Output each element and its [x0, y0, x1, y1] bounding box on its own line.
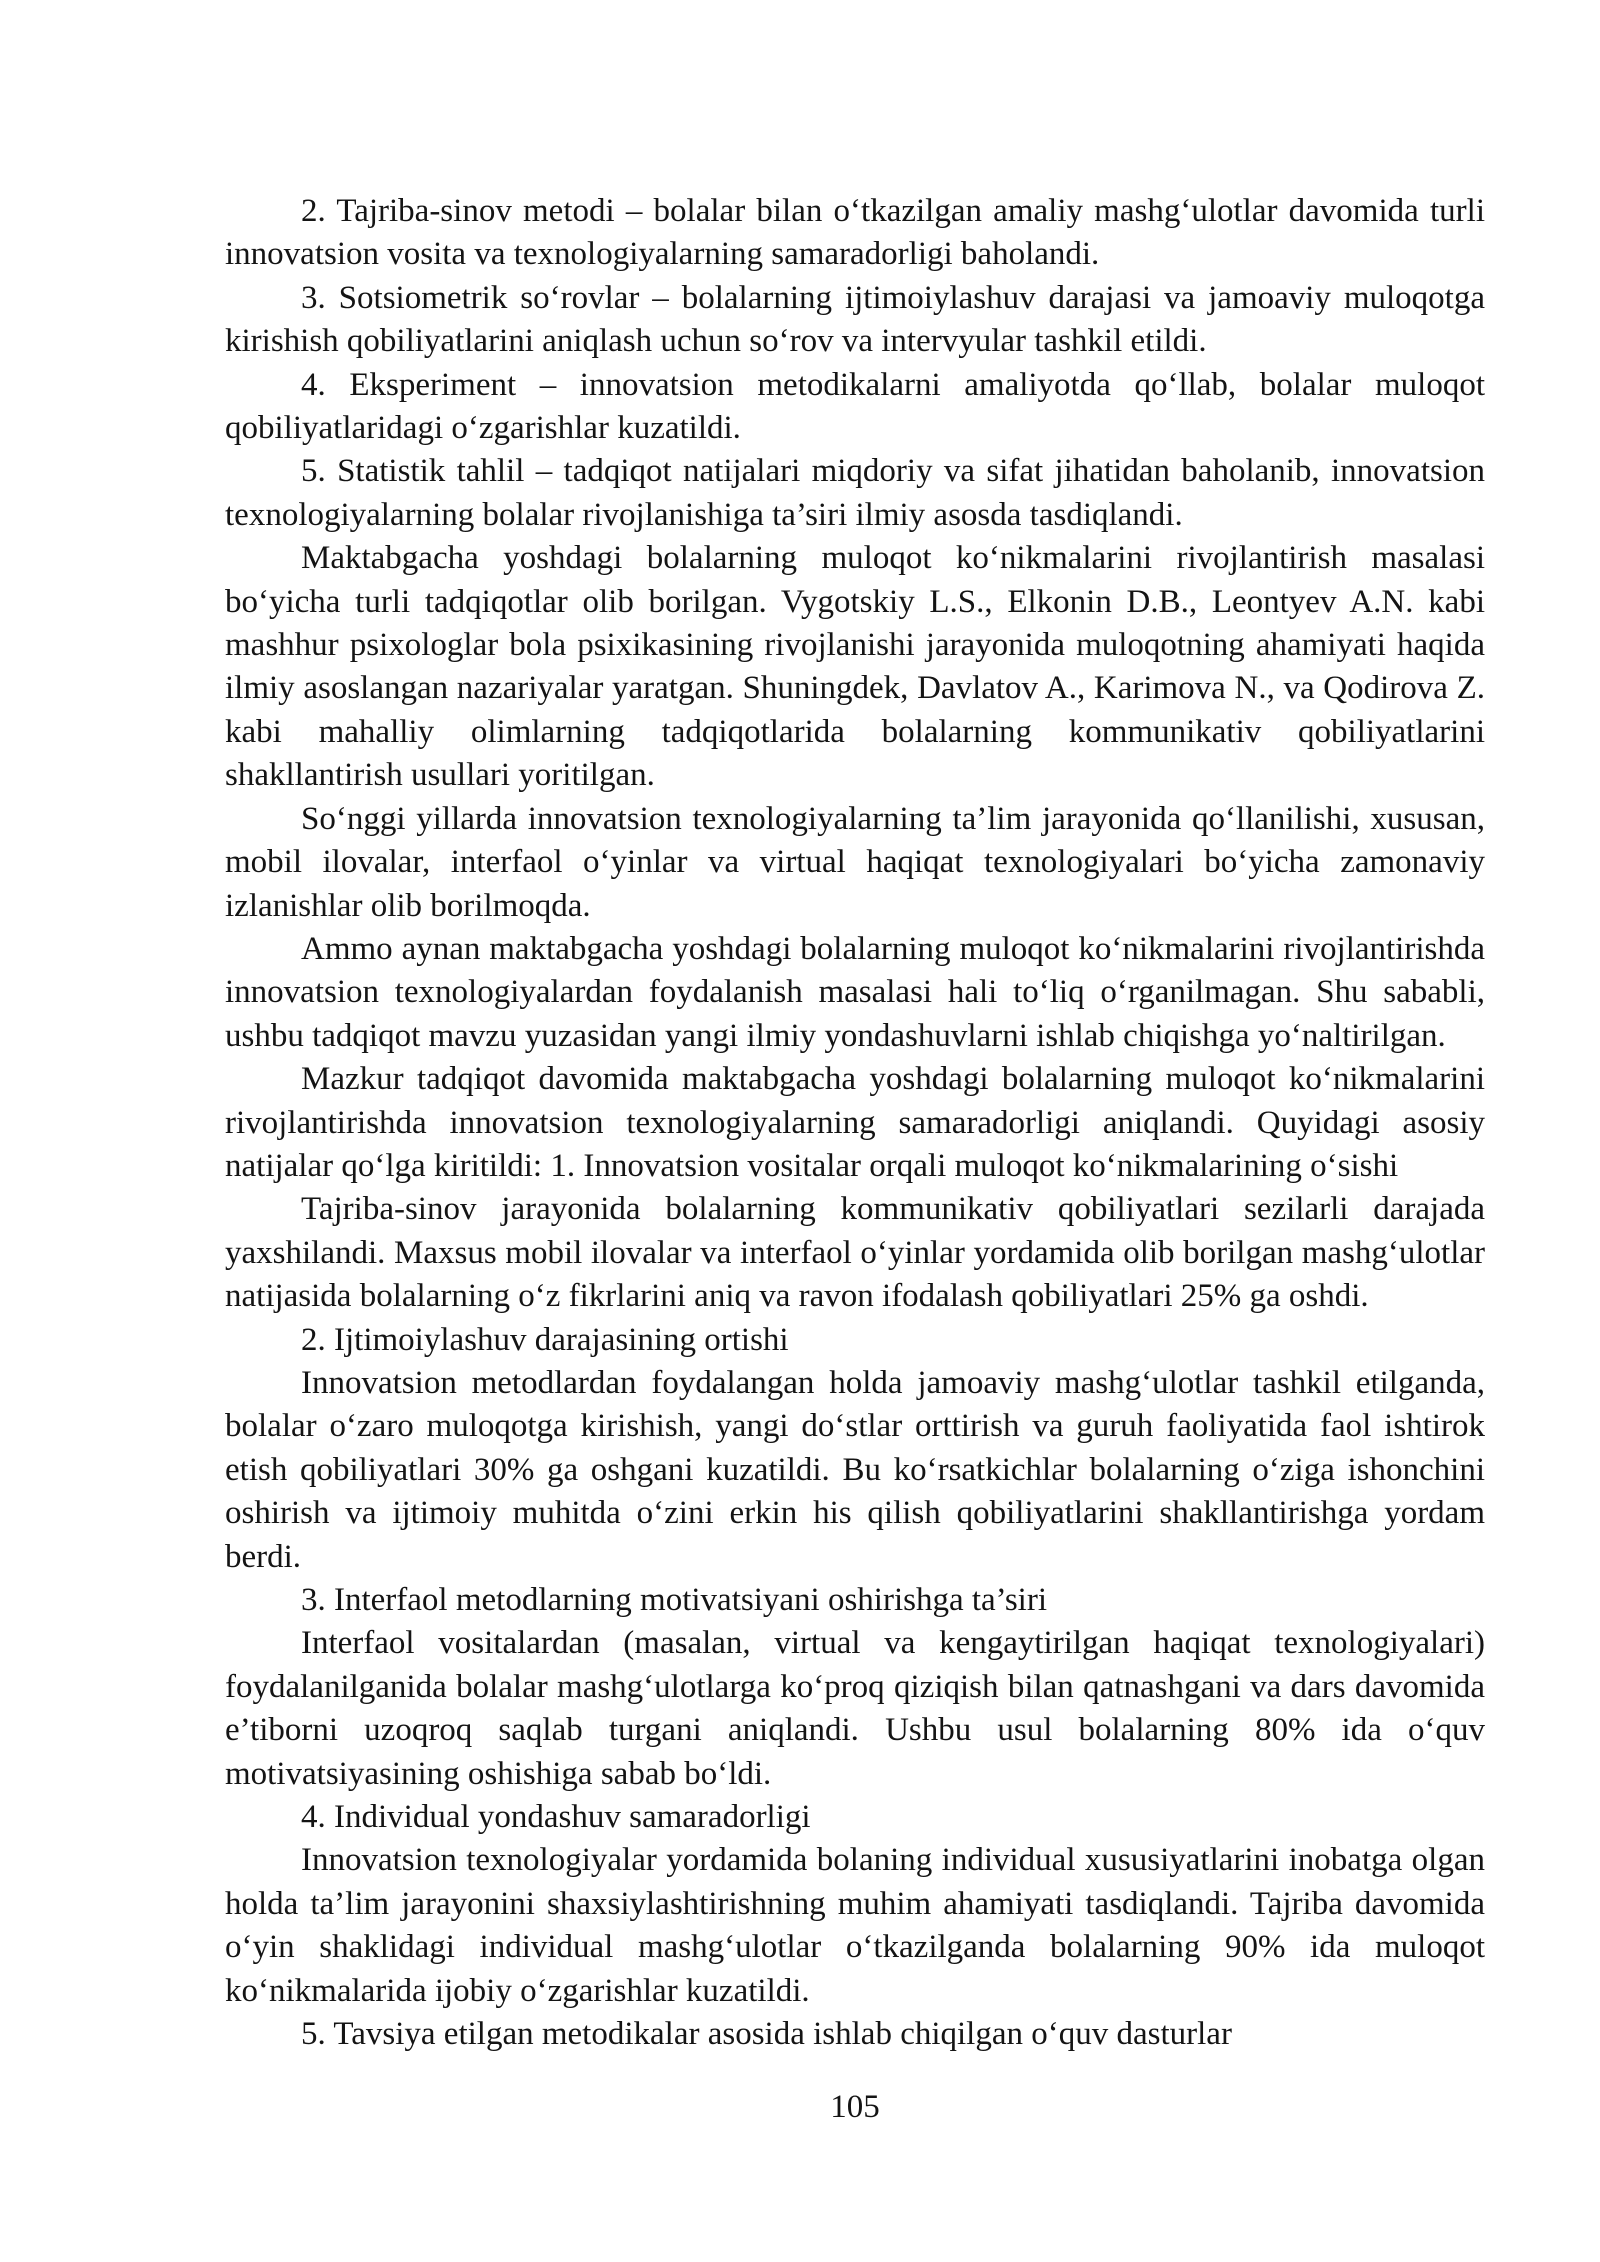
page-footer [225, 2086, 1485, 2129]
numbered-subheading: 5. Tavsiya etilgan metodikalar asosida ishlab chiqilgan o‘quv dasturlar [301, 2016, 1232, 2053]
body-paragraph: Innovatsion texnologiyalar yordamida bolaning individual xususiyatlarini inobatga olgan holda ta’lim jarayonini shaxsiylashtirishning muhim ahamiyati tasdiqlandi. Tajriba davomida o‘yin shaklidagi individual mashg‘ulotlar o‘tkazilganda bolalarning 90% ida muloqot ko‘nikmalarida ijobiy o‘zgarishlar kuzatildi. [225, 1842, 1485, 2009]
body-paragraph: Interfaol vositalardan (masalan, virtual va kengaytirilgan haqiqat texnologiyalari) foydalanilganida bolalar mashg‘ulotlarga ko‘proq qiziqish bilan qatnashgani va dars davomida e’tiborni uzoqroq saqlab turgani aniqlandi. Ushbu usul bolalarning 80% ida o‘quv motivatsiyasining oshishiga sabab bo‘ldi. [225, 1625, 1485, 1792]
numbered-subheading: 4. Individual yondashuv samaradorligi [301, 1799, 811, 1836]
numbered-subheading: 3. Interfaol metodlarning motivatsiyani oshirishga ta’siri [301, 1582, 1048, 1618]
body-paragraph: Mazkur tadqiqot davomida maktabgacha yoshdagi bolalarning muloqot ko‘nikmalarini rivojlantirishda innovatsion texnologiyalarning samaradorligi aniqlandi. Quyidagi asosiy natijalar qo‘lga kiritildi: 1. Innovatsion vositalar orqali muloqot ko‘nikmalarining o‘sishi [225, 1061, 1485, 1184]
numbered-subheading: 2. Ijtimoiylashuv darajasining ortishi [301, 1321, 789, 1358]
page-number: 105 [830, 2089, 880, 2125]
body-paragraph: 3. Sotsiometrik so‘rovlar – bolalarning ijtimoiylashuv darajasi va jamoaviy muloqotga kirishish qobiliyatlarini aniqlash uchun so‘rov va intervyular tashkil etildi. [225, 279, 1485, 360]
body-paragraph: Tajriba-sinov jarayonida bolalarning kommunikativ qobiliyatlari sezilarli darajada yaxshilandi. Maxsus mobil ilovalar va interfaol o‘yinlar yordamida olib borilgan mashg‘ulotlar natijasida bolalarning o‘z fikrlarini aniq va ravon ifodalash qobiliyatlari 25% ga oshdi. [225, 1191, 1485, 1315]
body-paragraph: Innovatsion metodlardan foydalangan holda jamoaviy mashg‘ulotlar tashkil etilganda, bolalar o‘zaro muloqotga kirishish, yangi do‘stlar orttirish va guruh faoliyatida faol ishtirok etish qobiliyatlari 30% ga oshgani kuzatildi. Bu ko‘rsatkichlar bolalarning o‘ziga ishonchini oshirish va ijtimoiy muhitda o‘zini erkin his qilish qobiliyatlarini shakllantirishga yordam berdi. [225, 1364, 1485, 1575]
body-paragraph: Ammo aynan maktabgacha yoshdagi bolalarning muloqot ko‘nikmalarini rivojlantirishda innovatsion texnologiyalardan foydalanish masalasi hali to‘liq o‘rganilmagan. Shu sababli, ushbu tadqiqot mavzu yuzasidan yangi ilmiy yondashuvlarni ishlab chiqishga yo‘naltirilgan. [225, 930, 1485, 1054]
page-body [225, 190, 1485, 2056]
body-paragraph: Maktabgacha yoshdagi bolalarning muloqot ko‘nikmalarini rivojlantirish masalasi bo‘yicha turli tadqiqotlar olib borilgan. Vygotskiy L.S., Elkonin D.B., Leontyev A.N. kabi mashhur psixologlar bola psixikasining rivojlanishi jarayonida muloqotning ahamiyati haqida ilmiy asoslangan nazariyalar yaratgan. Shuningdek, Davlatov A., Karimova N., va Qodirova Z. kabi mahalliy olimlarning tadqiqotlarida bolalarning kommunikativ qobiliyatlarini shakllantirish usullari yoritilgan. [225, 540, 1485, 794]
body-paragraph: So‘nggi yillarda innovatsion texnologiyalarning ta’lim jarayonida qo‘llanilishi, xususan, mobil ilovalar, interfaol o‘yinlar va virtual haqiqat texnologiyalari bo‘yicha zamonaviy izlanishlar olib borilmoqda. [225, 800, 1485, 924]
body-paragraph: 5. Statistik tahlil – tadqiqot natijalari miqdoriy va sifat jihatidan baholanib, innovatsion texnologiyalarning bolalar rivojlanishiga ta’siri ilmiy asosda tasdiqlandi. [225, 453, 1485, 533]
body-paragraph: 2. Tajriba-sinov metodi – bolalar bilan o‘tkazilgan amaliy mashg‘ulotlar davomida turli innovatsion vosita va texnologiyalarning samaradorligi baholandi. [225, 193, 1485, 273]
body-paragraph: 4. Eksperiment – innovatsion metodikalarni amaliyotda qo‘llab, bolalar muloqot qobiliyatlaridagi o‘zgarishlar kuzatildi. [225, 366, 1485, 447]
